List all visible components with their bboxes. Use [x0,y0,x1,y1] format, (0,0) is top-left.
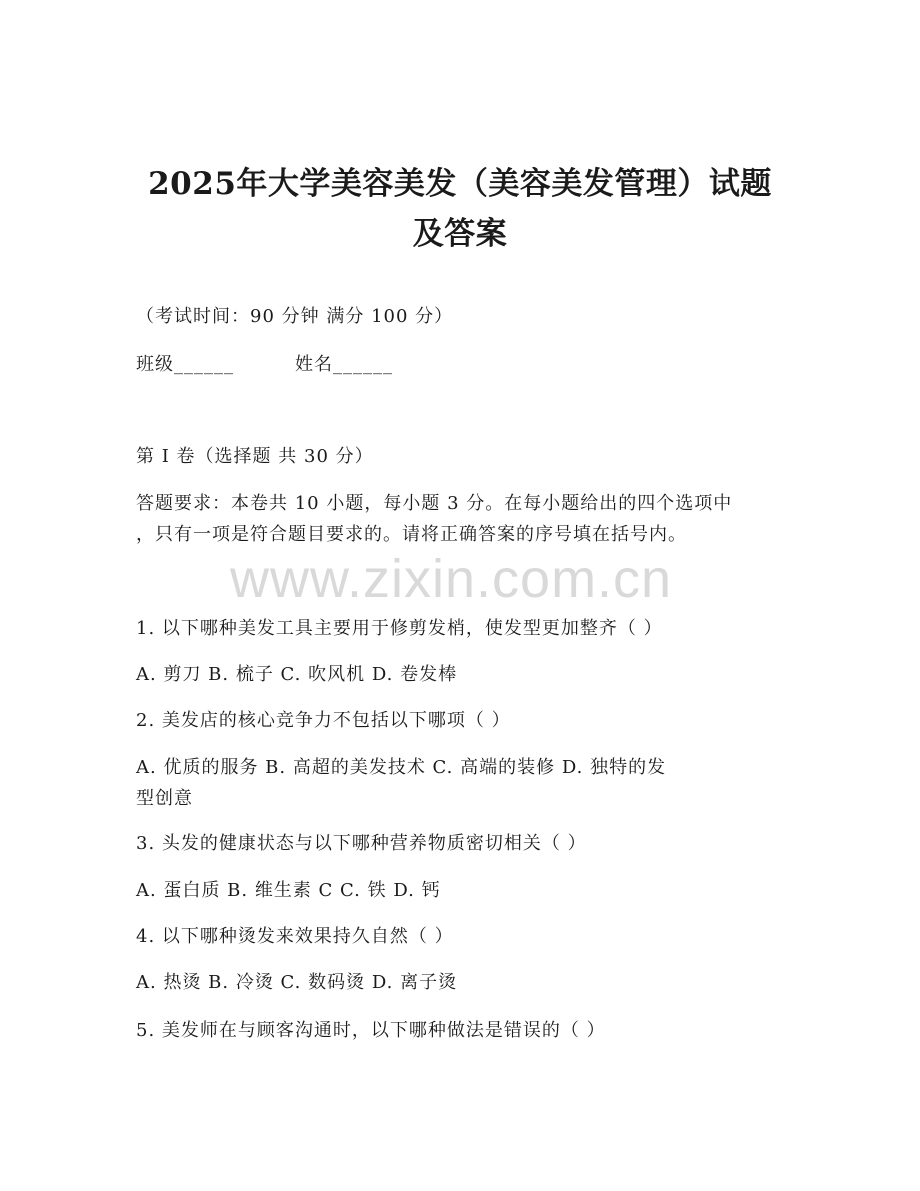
exam-info: （考试时间：90 分钟 满分 100 分） [136,306,454,327]
document-title-line-1: 2025年大学美容美发（美容美发管理）试题 [148,166,772,202]
question-1-stem: 1. 以下哪种美发工具主要用于修剪发梢，使发型更加整齐（ ） [136,618,663,639]
instructions-line-1: 答题要求：本卷共 10 小题，每小题 3 分。在每小题给出的四个选项中 [136,493,733,514]
instructions-line-2: ，只有一项是符合题目要求的。请将正确答案的序号填在括号内。 [136,524,687,545]
question-3-stem: 3. 头发的健康状态与以下哪种营养物质密切相关（ ） [136,833,587,854]
class-field: 班级______ [136,354,234,375]
document-title-line-2: 及答案 [412,216,508,252]
watermark: www.zixin.com.cn [230,549,673,609]
question-3-options: A. 蛋白质 B. 维生素 C C. 铁 D. 钙 [136,880,441,901]
name-field: 姓名______ [295,354,393,375]
question-1-options: A. 剪刀 B. 梳子 C. 吹风机 D. 卷发棒 [136,664,458,685]
question-5-stem: 5. 美发师在与顾客沟通时，以下哪种做法是错误的（ ） [136,1020,606,1041]
question-4-options: A. 热烫 B. 冷烫 C. 数码烫 D. 离子烫 [136,972,458,993]
question-2-options: A. 优质的服务 B. 高超的美发技术 C. 高端的装修 D. 独特的发 [136,757,667,778]
question-2-stem: 2. 美发店的核心竞争力不包括以下哪项（ ） [136,710,511,731]
question-2-options-continued: 型创意 [136,788,193,809]
section-heading: 第 I 卷（选择题 共 30 分） [136,446,374,467]
question-4-stem: 4. 以下哪种烫发来效果持久自然（ ） [136,926,454,947]
